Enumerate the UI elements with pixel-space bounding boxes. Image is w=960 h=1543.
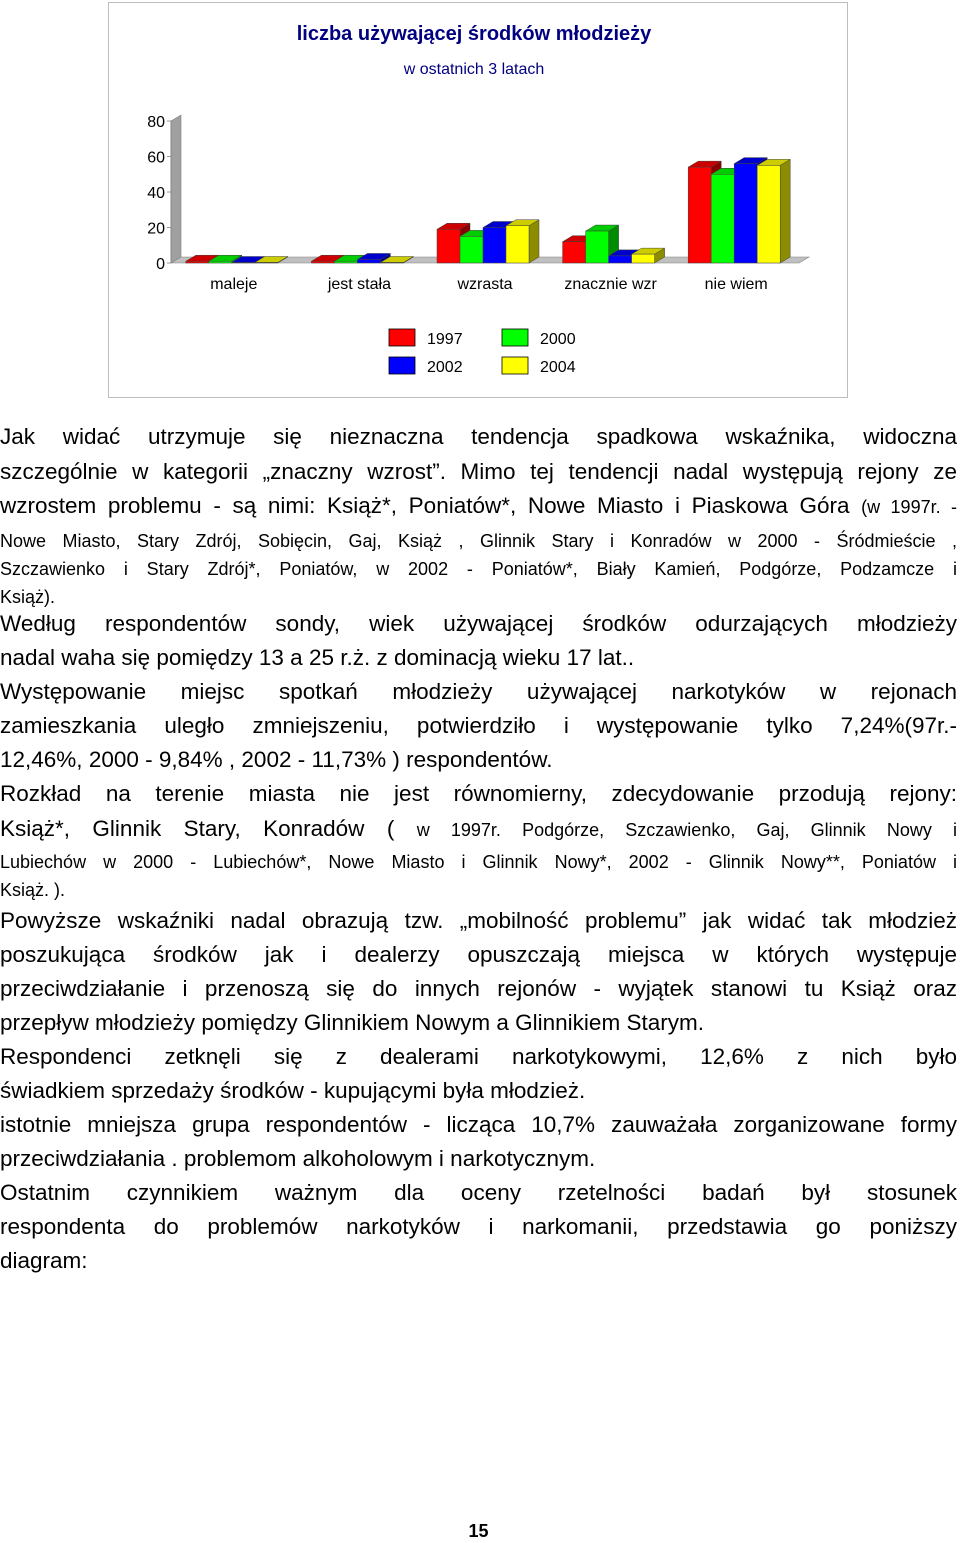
bar (688, 167, 711, 263)
text-line-content: Lubiechów w 2000 - Lubiechów*, Nowe Miasto i Glinnik Nowy*, 2002 - Glinnik Nowy**, Poniatów i (0, 852, 957, 872)
text-line-content: Szczawienko i Stary Zdrój*, Poniatów, w 2002 - Poniatów*, Biały Kamień, Podgórze, Podzamcze i (0, 559, 957, 579)
text-line (0, 1074, 957, 1108)
text-line-content: respondenta do problemów narkotyków i narkomanii, przedstawia go poniższy (0, 1214, 957, 1239)
y-tick-label: 40 (147, 185, 165, 202)
bar (209, 261, 232, 263)
text-line-content: Powyższe wskaźniki nadal obrazują tzw. „mobilność problemu” jak widać tak młodzież (0, 908, 957, 933)
text-line (0, 812, 957, 847)
text-line-tail: w 1997r. Podgórze, Szczawienko, Gaj, Glinnik Nowy i (416, 820, 957, 840)
text-line-content: istotnie mniejsza grupa respondentów - licząca 10,7% zauważała zorganizowane formy (0, 1112, 957, 1137)
text-line-content: Jak widać utrzymuje się nieznaczna tendencja spadkowa wskaźnika, widoczna (0, 424, 957, 449)
text-line-content: wzrostem problemu - są nimi: Książ*, Poniatów*, Nowe Miasto i Piaskowa Góra (0, 493, 850, 518)
page-number: 15 (468, 1521, 489, 1541)
x-tick-label: wzrasta (457, 276, 513, 293)
bar (632, 254, 655, 263)
bar (483, 228, 506, 264)
text-line (0, 675, 957, 709)
legend-swatch (389, 329, 415, 346)
bar (255, 263, 278, 264)
bar (734, 164, 757, 263)
bar (460, 236, 483, 263)
text-line-content: 12,46%, 2000 - 9,84% , 2002 - 11,73% ) respondentów. (0, 747, 553, 772)
bar (380, 263, 403, 264)
text-line (0, 1142, 957, 1176)
bar (711, 174, 734, 263)
text-line-content: szczególnie w kategorii „znaczny wzrost”. Mimo tej tendencji nadal występują rejony ze (0, 459, 957, 484)
y-tick-label: 80 (147, 114, 165, 131)
x-tick-label: znacznie wzr (564, 276, 657, 293)
text-line (0, 938, 957, 972)
text-line (0, 1006, 957, 1040)
bar (609, 256, 632, 263)
text-line-tail: (w 1997r. - (861, 497, 957, 517)
bar (232, 263, 255, 264)
bar (186, 261, 209, 263)
chart-title: liczba używającej środków młodzieży (296, 23, 652, 45)
chart-panel (108, 2, 848, 398)
text-line (0, 709, 957, 743)
legend-label: 2000 (540, 331, 576, 348)
chart-side-wall (171, 115, 181, 263)
text-line-content: Książ). (0, 587, 56, 607)
x-tick-label: jest stała (327, 276, 391, 293)
text-line-content: Nowe Miasto, Stary Zdrój, Sobięcin, Gaj, Książ , Glinnik Stary i Konradów w 2000 - Śródmieście , (0, 531, 957, 551)
text-line-content: Rozkład na terenie miasta nie jest równomierny, zdecydowanie przodują rejony: (0, 781, 957, 806)
text-line-content: świadkiem sprzedaży środków - kupującymi była młodzież. (0, 1078, 586, 1103)
y-tick-label: 60 (147, 149, 165, 167)
text-line-content: Książ. ). (0, 880, 66, 900)
text-line (0, 607, 957, 641)
text-line (0, 641, 957, 675)
bar (506, 226, 529, 263)
text-line (0, 743, 957, 777)
text-line-content: przeciwdziałanie i przenoszą się do innych rejonów - wyjątek stanowi tu Książ oraz (0, 976, 957, 1001)
text-line (0, 489, 957, 524)
text-line-content: nadal waha się pomiędzy 13 a 25 r.ż. z dominacją wieku 17 lat.. (0, 645, 635, 670)
y-tick-label: 0 (156, 256, 165, 273)
bar (437, 229, 460, 263)
x-tick-label: nie wiem (704, 276, 768, 293)
legend-label: 2004 (540, 359, 576, 376)
legend-label: 2002 (427, 359, 463, 376)
text-line-content: diagram: (0, 1248, 88, 1273)
text-line-content: Książ*, Glinnik Stary, Konradów ( (0, 816, 395, 841)
chart-subtitle: w ostatnich 3 latach (403, 61, 545, 78)
text-line-content: przepływ młodzieży pomiędzy Glinnikiem Nowym a Glinnikiem Starym. (0, 1010, 704, 1035)
text-line (0, 904, 957, 938)
bar-side (529, 220, 539, 263)
y-tick-label: 20 (147, 220, 165, 238)
bar (334, 261, 357, 263)
x-tick-label: maleje (210, 276, 258, 293)
text-line (0, 1176, 957, 1210)
bar (757, 165, 780, 263)
text-line (0, 972, 957, 1006)
text-line-content: poszukująca środków jak i dealerzy opuszczają miejsca w których występuje (0, 942, 957, 967)
text-line (0, 420, 957, 454)
bar-chart (109, 3, 847, 397)
text-line (0, 873, 957, 907)
text-line (0, 1244, 957, 1278)
bar (357, 259, 380, 263)
text-line-content: Według respondentów sondy, wiek używającej środków odurzających młodzieży (0, 611, 957, 636)
text-line-content: zamieszkania uległo zmniejszeniu, potwierdziło i występowanie tylko 7,24%(97r.- (0, 713, 957, 738)
legend-label: 1997 (427, 331, 463, 348)
legend-swatch (389, 357, 415, 374)
text-line-content: przeciwdziałania . problemom alkoholowym i narkotycznym. (0, 1146, 596, 1171)
text-line-content: Ostatnim czynnikiem ważnym dla oceny rzetelności badań był stosunek (0, 1180, 957, 1205)
bar (311, 261, 334, 263)
text-line-content: Respondenci zetknęli się z dealerami narkotykowymi, 12,6% z nich było (0, 1044, 957, 1069)
legend-swatch (502, 329, 528, 346)
text-line (0, 777, 957, 811)
text-line-content: Występowanie miejsc spotkań młodzieży używającej narkotyków w rejonach (0, 679, 957, 704)
text-line (0, 1108, 957, 1142)
text-line (0, 455, 957, 489)
text-line (0, 1040, 957, 1074)
text-line (0, 1210, 957, 1244)
bar-side (780, 159, 790, 263)
legend-swatch (502, 357, 528, 374)
bar (563, 242, 586, 263)
bar (586, 231, 609, 263)
